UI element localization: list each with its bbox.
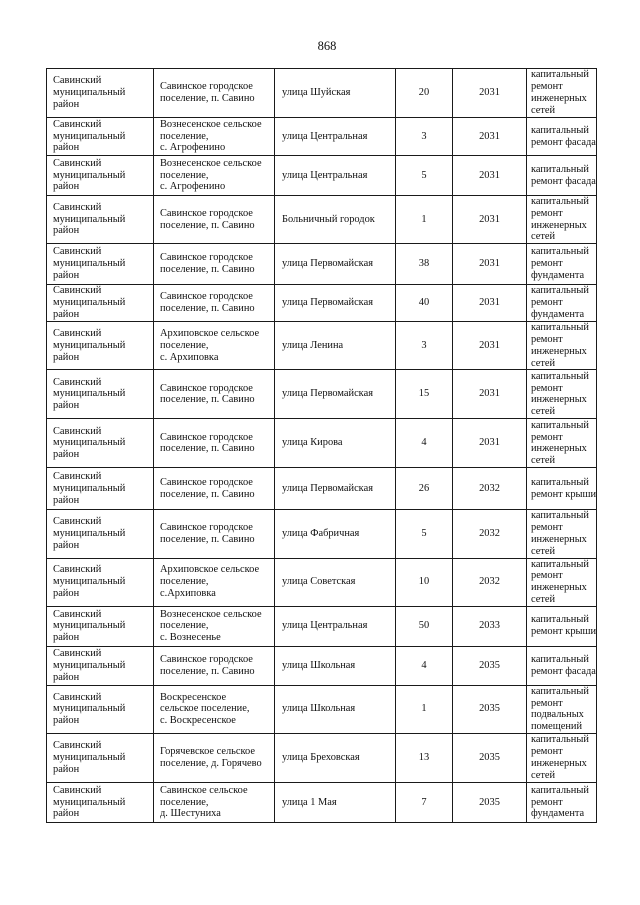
year-cell: 2033 (453, 606, 527, 646)
work-type-cell: капитальный ремонт фундамента (527, 782, 597, 822)
table-row (47, 322, 597, 370)
table-row (47, 69, 597, 118)
street-cell: улица Первомайская (275, 468, 396, 510)
district-cell: Савинский муниципальный район (47, 733, 154, 782)
work-type-cell: капитальный ремонт инженерных сетей (527, 196, 597, 244)
street-cell: улица Первомайская (275, 244, 396, 285)
house-number-cell: 3 (396, 322, 453, 370)
work-type-cell: капитальный ремонт инженерных сетей (527, 558, 597, 606)
year-cell: 2032 (453, 510, 527, 558)
table-row (47, 685, 597, 733)
table-row (47, 606, 597, 646)
table-row (47, 370, 597, 419)
work-type-cell: капитальный ремонт фасада (527, 646, 597, 685)
street-cell: улица Школьная (275, 646, 396, 685)
work-type-cell: капитальный ремонт инженерных сетей (527, 733, 597, 782)
page-number: 868 (317, 39, 337, 53)
district-cell: Савинский муниципальный район (47, 244, 154, 285)
settlement-cell: Савинское городское поселение, п. Савино (154, 646, 275, 685)
house-number-cell: 3 (396, 118, 453, 156)
street-cell: улица Первомайская (275, 370, 396, 419)
district-cell: Савинский муниципальный район (47, 646, 154, 685)
work-type-cell: капитальный ремонт фасада (527, 156, 597, 196)
house-number-cell: 10 (396, 558, 453, 606)
house-number-cell: 1 (396, 685, 453, 733)
house-number-cell: 40 (396, 285, 453, 322)
district-cell: Савинский муниципальный район (47, 606, 154, 646)
house-number-cell: 1 (396, 196, 453, 244)
house-number-cell: 4 (396, 419, 453, 468)
table-row (47, 285, 597, 322)
table-row (47, 733, 597, 782)
district-cell: Савинский муниципальный район (47, 322, 154, 370)
district-cell: Савинский муниципальный район (47, 558, 154, 606)
work-type-cell: капитальный ремонт фундамента (527, 244, 597, 285)
settlement-cell: Савинское городское поселение, п. Савино (154, 468, 275, 510)
house-number-cell: 15 (396, 370, 453, 419)
settlement-cell: Савинское сельское поселение, д. Шестуниха (154, 782, 275, 822)
table-row (47, 468, 597, 510)
street-cell: улица Центральная (275, 606, 396, 646)
year-cell: 2031 (453, 370, 527, 419)
settlement-cell: Горячевское сельское поселение, д. Горячево (154, 733, 275, 782)
house-number-cell: 50 (396, 606, 453, 646)
table-row (47, 782, 597, 822)
settlement-cell: Вознесенское сельское поселение, с. Вознесенье (154, 606, 275, 646)
year-cell: 2035 (453, 733, 527, 782)
street-cell: улица Первомайская (275, 285, 396, 322)
district-cell: Савинский муниципальный район (47, 510, 154, 558)
house-number-cell: 4 (396, 646, 453, 685)
year-cell: 2035 (453, 782, 527, 822)
settlement-cell: Савинское городское поселение, п. Савино (154, 69, 275, 118)
house-number-cell: 5 (396, 510, 453, 558)
street-cell: улица Центральная (275, 118, 396, 156)
street-cell: улица Школьная (275, 685, 396, 733)
street-cell: улица Бреховская (275, 733, 396, 782)
year-cell: 2031 (453, 196, 527, 244)
table-row (47, 244, 597, 285)
house-number-cell: 5 (396, 156, 453, 196)
district-cell: Савинский муниципальный район (47, 370, 154, 419)
settlement-cell: Вознесенское сельское поселение, с. Агрофенино (154, 118, 275, 156)
district-cell: Савинский муниципальный район (47, 285, 154, 322)
settlement-cell: Савинское городское поселение, п. Савино (154, 370, 275, 419)
work-type-cell: капитальный ремонт инженерных сетей (527, 69, 597, 118)
table-row (47, 646, 597, 685)
settlement-cell: Вознесенское сельское поселение, с. Агрофенино (154, 156, 275, 196)
street-cell: улица Кирова (275, 419, 396, 468)
street-cell: Больничный городок (275, 196, 396, 244)
work-type-cell: капитальный ремонт крыши (527, 468, 597, 510)
year-cell: 2031 (453, 285, 527, 322)
year-cell: 2031 (453, 118, 527, 156)
settlement-cell: Савинское городское поселение, п. Савино (154, 244, 275, 285)
house-number-cell: 7 (396, 782, 453, 822)
district-cell: Савинский муниципальный район (47, 419, 154, 468)
street-cell: улица Ленина (275, 322, 396, 370)
work-type-cell: капитальный ремонт фундамента (527, 285, 597, 322)
table-row (47, 118, 597, 156)
work-type-cell: капитальный ремонт инженерных сетей (527, 322, 597, 370)
house-number-cell: 26 (396, 468, 453, 510)
work-type-cell: капитальный ремонт подвальных помещений (527, 685, 597, 733)
settlement-cell: Савинское городское поселение, п. Савино (154, 419, 275, 468)
year-cell: 2031 (453, 419, 527, 468)
work-type-cell: капитальный ремонт инженерных сетей (527, 370, 597, 419)
settlement-cell: Савинское городское поселение, п. Савино (154, 285, 275, 322)
street-cell: улица Шуйская (275, 69, 396, 118)
street-cell: улица Советская (275, 558, 396, 606)
work-type-cell: капитальный ремонт фасада (527, 118, 597, 156)
house-number-cell: 38 (396, 244, 453, 285)
work-type-cell: капитальный ремонт инженерных сетей (527, 419, 597, 468)
settlement-cell: Воскресенское сельское поселение, с. Воскресенское (154, 685, 275, 733)
year-cell: 2032 (453, 468, 527, 510)
district-cell: Савинский муниципальный район (47, 118, 154, 156)
street-cell: улица Центральная (275, 156, 396, 196)
table-row (47, 156, 597, 196)
district-cell: Савинский муниципальный район (47, 156, 154, 196)
work-type-cell: капитальный ремонт инженерных сетей (527, 510, 597, 558)
street-cell: улица 1 Мая (275, 782, 396, 822)
district-cell: Савинский муниципальный район (47, 782, 154, 822)
year-cell: 2031 (453, 156, 527, 196)
repair-schedule-table (46, 68, 597, 823)
table-row (47, 510, 597, 558)
work-type-cell: капитальный ремонт крыши (527, 606, 597, 646)
table-row (47, 196, 597, 244)
house-number-cell: 20 (396, 69, 453, 118)
settlement-cell: Савинское городское поселение, п. Савино (154, 196, 275, 244)
year-cell: 2031 (453, 322, 527, 370)
table-row (47, 419, 597, 468)
settlement-cell: Архиповское сельское поселение, с. Архиповка (154, 322, 275, 370)
house-number-cell: 13 (396, 733, 453, 782)
table-row (47, 558, 597, 606)
settlement-cell: Архиповское сельское поселение, с.Архиповка (154, 558, 275, 606)
district-cell: Савинский муниципальный район (47, 196, 154, 244)
year-cell: 2031 (453, 244, 527, 285)
year-cell: 2035 (453, 685, 527, 733)
year-cell: 2035 (453, 646, 527, 685)
year-cell: 2032 (453, 558, 527, 606)
street-cell: улица Фабричная (275, 510, 396, 558)
district-cell: Савинский муниципальный район (47, 685, 154, 733)
district-cell: Савинский муниципальный район (47, 69, 154, 118)
year-cell: 2031 (453, 69, 527, 118)
district-cell: Савинский муниципальный район (47, 468, 154, 510)
settlement-cell: Савинское городское поселение, п. Савино (154, 510, 275, 558)
